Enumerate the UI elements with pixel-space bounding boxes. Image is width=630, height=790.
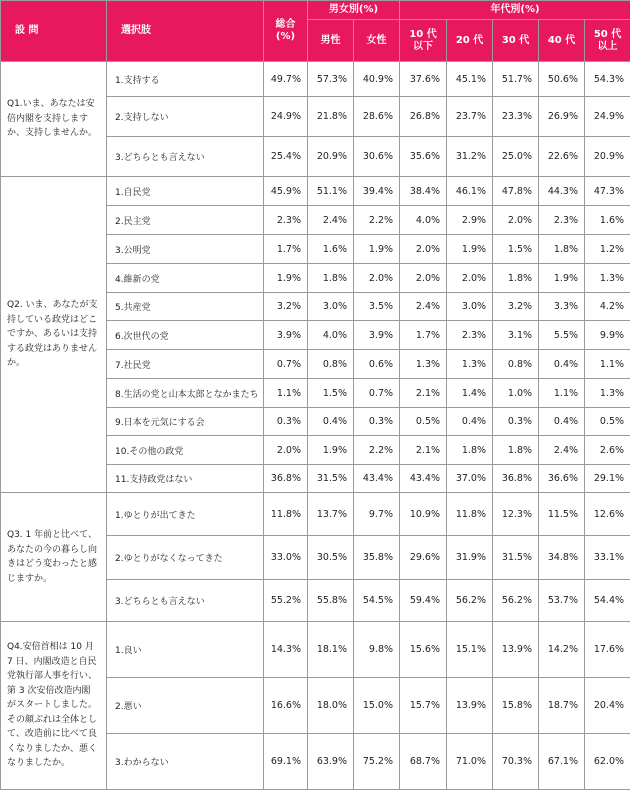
option-label: 3.どちらとも言えない: [107, 580, 264, 622]
value-cell: 20.9%: [585, 137, 630, 177]
value-cell: 36.6%: [539, 465, 585, 493]
value-cell: 1.8%: [539, 235, 585, 264]
value-cell: 5.5%: [539, 321, 585, 350]
value-cell: 14.3%: [264, 622, 308, 678]
option-label: 3.公明党: [107, 235, 264, 264]
value-cell: 3.9%: [354, 321, 400, 350]
value-cell: 22.6%: [539, 137, 585, 177]
value-cell: 3.9%: [264, 321, 308, 350]
value-cell: 55.8%: [308, 580, 354, 622]
value-cell: 56.2%: [493, 580, 539, 622]
value-cell: 62.0%: [585, 734, 630, 790]
value-cell: 35.6%: [400, 137, 447, 177]
value-cell: 43.4%: [354, 465, 400, 493]
value-cell: 25.0%: [493, 137, 539, 177]
value-cell: 57.3%: [308, 62, 354, 97]
value-cell: 13.9%: [493, 622, 539, 678]
gender-group-header: 男女別(%): [308, 1, 400, 20]
value-cell: 11.8%: [264, 493, 308, 536]
value-cell: 0.4%: [308, 408, 354, 436]
value-cell: 59.4%: [400, 580, 447, 622]
value-cell: 9.8%: [354, 622, 400, 678]
value-cell: 71.0%: [447, 734, 493, 790]
value-cell: 2.3%: [539, 206, 585, 235]
value-cell: 17.6%: [585, 622, 630, 678]
value-cell: 2.2%: [354, 206, 400, 235]
value-cell: 54.4%: [585, 580, 630, 622]
value-cell: 4.0%: [400, 206, 447, 235]
option-label: 9.日本を元気にする会: [107, 408, 264, 436]
value-cell: 2.4%: [308, 206, 354, 235]
value-cell: 1.4%: [447, 379, 493, 408]
value-cell: 0.4%: [447, 408, 493, 436]
value-cell: 0.3%: [264, 408, 308, 436]
value-cell: 2.1%: [400, 379, 447, 408]
value-cell: 3.2%: [264, 293, 308, 321]
value-cell: 1.9%: [447, 235, 493, 264]
option-label: 3.わからない: [107, 734, 264, 790]
value-cell: 4.0%: [308, 321, 354, 350]
value-cell: 2.0%: [264, 436, 308, 465]
value-cell: 1.9%: [308, 436, 354, 465]
value-cell: 20.9%: [308, 137, 354, 177]
option-label: 10.その他の政党: [107, 436, 264, 465]
value-cell: 68.7%: [400, 734, 447, 790]
value-cell: 0.3%: [354, 408, 400, 436]
value-cell: 3.5%: [354, 293, 400, 321]
value-cell: 69.1%: [264, 734, 308, 790]
value-cell: 2.3%: [264, 206, 308, 235]
value-cell: 67.1%: [539, 734, 585, 790]
value-cell: 12.3%: [493, 493, 539, 536]
value-cell: 33.0%: [264, 536, 308, 580]
value-cell: 3.2%: [493, 293, 539, 321]
value-cell: 1.8%: [493, 264, 539, 293]
value-cell: 23.3%: [493, 97, 539, 137]
value-cell: 1.0%: [493, 379, 539, 408]
value-cell: 2.3%: [447, 321, 493, 350]
value-cell: 40.9%: [354, 62, 400, 97]
value-cell: 37.6%: [400, 62, 447, 97]
value-cell: 31.2%: [447, 137, 493, 177]
question-label: Q1.いま、あなたは安倍内閣を支持しますか、支持しませんか。: [1, 62, 107, 177]
value-cell: 45.1%: [447, 62, 493, 97]
value-cell: 31.5%: [493, 536, 539, 580]
value-cell: 1.2%: [585, 235, 630, 264]
value-cell: 50.6%: [539, 62, 585, 97]
value-cell: 1.3%: [585, 379, 630, 408]
value-cell: 24.9%: [585, 97, 630, 137]
value-cell: 24.9%: [264, 97, 308, 137]
value-cell: 54.5%: [354, 580, 400, 622]
value-cell: 23.7%: [447, 97, 493, 137]
value-cell: 36.8%: [264, 465, 308, 493]
value-cell: 2.6%: [585, 436, 630, 465]
value-cell: 29.1%: [585, 465, 630, 493]
option-label: 4.維新の党: [107, 264, 264, 293]
question-column-header: 設 問: [1, 1, 107, 62]
value-cell: 0.8%: [493, 350, 539, 379]
age-40s-column-header: 40 代: [539, 20, 585, 62]
female-column-header: 女性: [354, 20, 400, 62]
value-cell: 1.6%: [585, 206, 630, 235]
value-cell: 2.0%: [447, 264, 493, 293]
value-cell: 51.7%: [493, 62, 539, 97]
table-header: [1, 1, 630, 62]
value-cell: 2.4%: [539, 436, 585, 465]
value-cell: 1.9%: [264, 264, 308, 293]
value-cell: 15.8%: [493, 678, 539, 734]
table-row: [1, 622, 630, 678]
value-cell: 2.0%: [354, 264, 400, 293]
option-label: 6.次世代の党: [107, 321, 264, 350]
value-cell: 4.2%: [585, 293, 630, 321]
value-cell: 0.5%: [585, 408, 630, 436]
total-header-label: 総合 (%): [276, 19, 296, 42]
value-cell: 13.9%: [447, 678, 493, 734]
value-cell: 15.0%: [354, 678, 400, 734]
value-cell: 11.8%: [447, 493, 493, 536]
question-label: Q4.安倍首相は 10 月 7 日、内閣改造と自民党執行部人事を行い、第 3 次安倍改造内閣がスタートしました。その顔ぶれは全体として、改造前に比べて良くなりましたか、悪くなりましたか。: [1, 622, 107, 790]
value-cell: 1.3%: [400, 350, 447, 379]
option-label: 1.支持する: [107, 62, 264, 97]
age-20s-column-header: 20 代: [447, 20, 493, 62]
value-cell: 55.2%: [264, 580, 308, 622]
value-cell: 1.5%: [493, 235, 539, 264]
table-row: [1, 493, 630, 536]
value-cell: 11.5%: [539, 493, 585, 536]
value-cell: 30.5%: [308, 536, 354, 580]
option-label: 2.支持しない: [107, 97, 264, 137]
value-cell: 25.4%: [264, 137, 308, 177]
value-cell: 2.0%: [493, 206, 539, 235]
value-cell: 36.8%: [493, 465, 539, 493]
value-cell: 75.2%: [354, 734, 400, 790]
value-cell: 0.3%: [493, 408, 539, 436]
value-cell: 1.1%: [539, 379, 585, 408]
table-row: [1, 62, 630, 97]
value-cell: 3.0%: [308, 293, 354, 321]
option-label: 1.良い: [107, 622, 264, 678]
value-cell: 35.8%: [354, 536, 400, 580]
value-cell: 16.6%: [264, 678, 308, 734]
option-label: 2.悪い: [107, 678, 264, 734]
option-label: 1.自民党: [107, 177, 264, 206]
value-cell: 1.8%: [493, 436, 539, 465]
table-body: [1, 62, 630, 790]
option-label: 8.生活の党と山本太郎となかまたち: [107, 379, 264, 408]
value-cell: 15.6%: [400, 622, 447, 678]
value-cell: 26.9%: [539, 97, 585, 137]
value-cell: 2.0%: [400, 264, 447, 293]
value-cell: 1.8%: [447, 436, 493, 465]
age-group-header: 年代別(%): [400, 1, 630, 20]
value-cell: 49.7%: [264, 62, 308, 97]
table-row: [1, 177, 630, 206]
value-cell: 29.6%: [400, 536, 447, 580]
value-cell: 1.3%: [585, 264, 630, 293]
option-label: 2.民主党: [107, 206, 264, 235]
value-cell: 1.5%: [308, 379, 354, 408]
value-cell: 9.9%: [585, 321, 630, 350]
value-cell: 21.8%: [308, 97, 354, 137]
value-cell: 2.0%: [400, 235, 447, 264]
value-cell: 18.7%: [539, 678, 585, 734]
value-cell: 0.7%: [354, 379, 400, 408]
value-cell: 28.6%: [354, 97, 400, 137]
value-cell: 0.4%: [539, 408, 585, 436]
value-cell: 1.7%: [264, 235, 308, 264]
value-cell: 70.3%: [493, 734, 539, 790]
value-cell: 53.7%: [539, 580, 585, 622]
value-cell: 3.3%: [539, 293, 585, 321]
value-cell: 38.4%: [400, 177, 447, 206]
value-cell: 0.4%: [539, 350, 585, 379]
male-column-header: 男性: [308, 20, 354, 62]
value-cell: 0.6%: [354, 350, 400, 379]
value-cell: 47.8%: [493, 177, 539, 206]
value-cell: 26.8%: [400, 97, 447, 137]
value-cell: 1.1%: [264, 379, 308, 408]
value-cell: 15.7%: [400, 678, 447, 734]
value-cell: 3.1%: [493, 321, 539, 350]
value-cell: 1.9%: [354, 235, 400, 264]
value-cell: 44.3%: [539, 177, 585, 206]
option-label: 1.ゆとりが出てきた: [107, 493, 264, 536]
option-label: 11.支持政党はない: [107, 465, 264, 493]
value-cell: 1.7%: [400, 321, 447, 350]
value-cell: 46.1%: [447, 177, 493, 206]
age-50s-column-header: [585, 20, 630, 62]
question-label: Q3. 1 年前と比べて、あなたの今の暮らし向きはどう変わったと感じますか。: [1, 493, 107, 622]
value-cell: 47.3%: [585, 177, 630, 206]
value-cell: 1.1%: [585, 350, 630, 379]
value-cell: 56.2%: [447, 580, 493, 622]
value-cell: 43.4%: [400, 465, 447, 493]
value-cell: 39.4%: [354, 177, 400, 206]
option-label: 3.どちらとも言えない: [107, 137, 264, 177]
value-cell: 2.1%: [400, 436, 447, 465]
value-cell: 2.4%: [400, 293, 447, 321]
value-cell: 2.2%: [354, 436, 400, 465]
value-cell: 45.9%: [264, 177, 308, 206]
value-cell: 30.6%: [354, 137, 400, 177]
value-cell: 37.0%: [447, 465, 493, 493]
value-cell: 51.1%: [308, 177, 354, 206]
value-cell: 0.7%: [264, 350, 308, 379]
value-cell: 1.6%: [308, 235, 354, 264]
age-10s-label: 10 代 以下: [409, 29, 436, 52]
option-label: 5.共産党: [107, 293, 264, 321]
value-cell: 18.1%: [308, 622, 354, 678]
value-cell: 20.4%: [585, 678, 630, 734]
question-label: Q2. いま、あなたが支持している政党はどこですか、あるいは支持する政党はありませんか。: [1, 177, 107, 493]
value-cell: 63.9%: [308, 734, 354, 790]
option-label: 7.社民党: [107, 350, 264, 379]
value-cell: 10.9%: [400, 493, 447, 536]
age-10s-column-header: [400, 20, 447, 62]
option-label: 2.ゆとりがなくなってきた: [107, 536, 264, 580]
value-cell: 1.9%: [539, 264, 585, 293]
value-cell: 33.1%: [585, 536, 630, 580]
total-column-header: [264, 1, 308, 62]
value-cell: 3.0%: [447, 293, 493, 321]
value-cell: 31.5%: [308, 465, 354, 493]
choice-column-header: 選択肢: [107, 1, 264, 62]
value-cell: 12.6%: [585, 493, 630, 536]
value-cell: 15.1%: [447, 622, 493, 678]
age-30s-column-header: 30 代: [493, 20, 539, 62]
value-cell: 0.5%: [400, 408, 447, 436]
value-cell: 9.7%: [354, 493, 400, 536]
value-cell: 18.0%: [308, 678, 354, 734]
value-cell: 54.3%: [585, 62, 630, 97]
value-cell: 1.8%: [308, 264, 354, 293]
value-cell: 34.8%: [539, 536, 585, 580]
value-cell: 31.9%: [447, 536, 493, 580]
age-50s-label: 50 代 以上: [594, 29, 621, 52]
value-cell: 1.3%: [447, 350, 493, 379]
value-cell: 14.2%: [539, 622, 585, 678]
value-cell: 2.9%: [447, 206, 493, 235]
value-cell: 0.8%: [308, 350, 354, 379]
value-cell: 13.7%: [308, 493, 354, 536]
